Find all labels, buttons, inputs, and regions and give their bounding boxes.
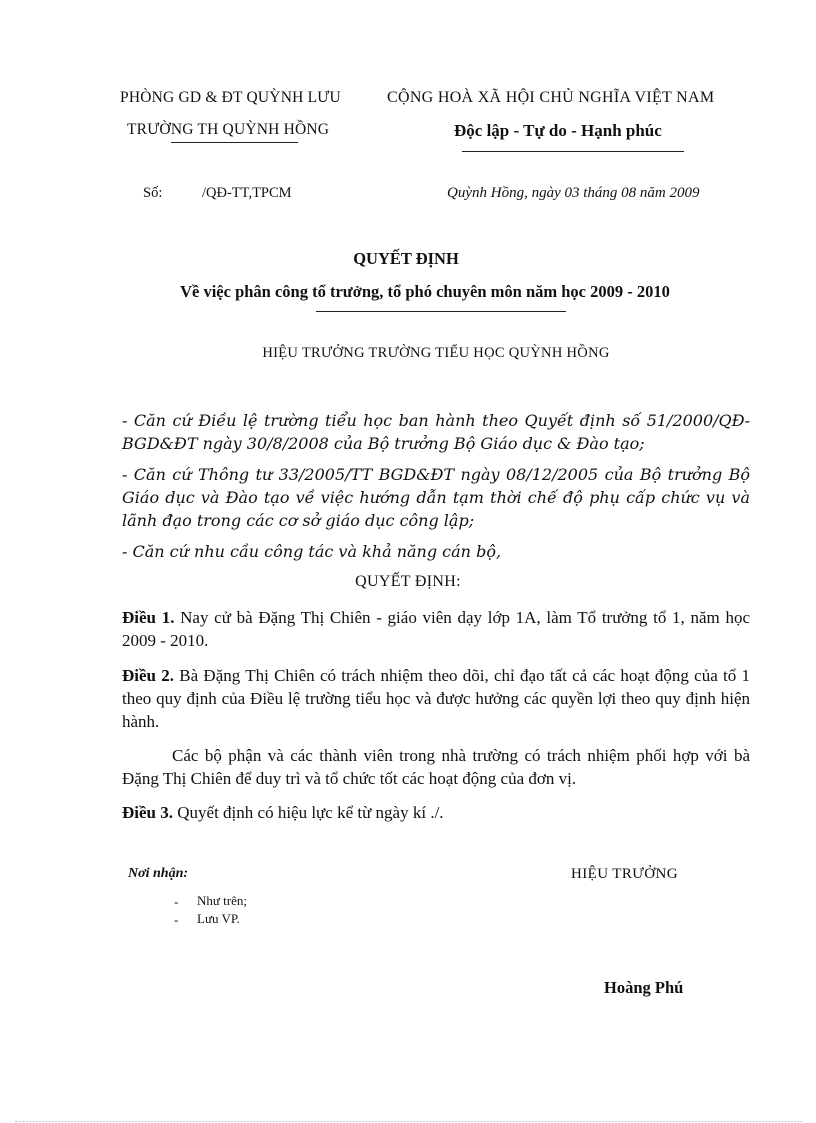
- motto-underline: [462, 151, 684, 152]
- school-name: TRƯỜNG TH QUỲNH HỒNG: [127, 121, 330, 138]
- issuing-authority: HIỆU TRƯỞNG TRƯỜNG TIỂU HỌC QUỲNH HỒNG: [262, 345, 610, 361]
- department-name: PHÒNG GD & ĐT QUỲNH LƯU: [120, 89, 341, 106]
- school-underline: [171, 142, 298, 143]
- place-date: Quỳnh Hồng, ngày 03 tháng 08 năm 2009: [447, 185, 700, 201]
- recipient-item: Lưu VP.: [197, 911, 240, 926]
- document-number-label: Số:: [143, 185, 163, 201]
- document-subject: Về việc phân công tổ trưởng, tổ phó chuyên môn năm học 2009 - 2010: [180, 282, 670, 301]
- article-2-paragraph: [122, 744, 750, 790]
- article-2-text: Bà Đặng Thị Chiên có trách nhiệm theo dõi, chỉ đạo tất cả các hoạt động của tổ 1 theo quy định của Điều lệ trường tiểu học và được hưởng các quyền lợi theo quy định hiện hành.: [122, 666, 751, 731]
- recipient-item: Như trên;: [197, 893, 248, 908]
- nation-name: CỘNG HOÀ XÃ HỘI CHỦ NGHĨA VIỆT NAM: [387, 89, 715, 106]
- article-1-text: Nay cử bà Đặng Thị Chiên - giáo viên dạy lớp 1A, làm Tổ trưởng tổ 1, năm học 2009 - 2010.: [122, 608, 750, 650]
- document-number: /QĐ-TT,TPCM: [202, 185, 292, 201]
- article-2-paragraph-text: Các bộ phận và các thành viên trong nhà trường có trách nhiệm phối hợp với bà Đặng Thị Chiên để duy trì và tổ chức tốt các hoạt động của đơn vị.: [122, 746, 750, 788]
- subject-underline: [316, 311, 566, 312]
- article-3-label: Điều 3.: [122, 803, 173, 822]
- recipients-title: Nơi nhận:: [128, 866, 189, 881]
- article-2: [122, 664, 750, 733]
- signature-title: HIỆU TRƯỞNG: [571, 866, 679, 882]
- legal-basis-2: - Căn cứ Thông tư 33/2005/TT BGD&ĐT ngày 08/12/2005 của Bộ trưởng Bộ Giáo dục và Đào tạo về việc hướng dẫn tạm thời chế độ phụ cấp chức vụ và lãnh đạo trong các cơ sở giáo dục công lập;: [122, 465, 750, 530]
- article-1: [122, 606, 750, 652]
- legal-basis-1: - Căn cứ Điều lệ trường tiểu học ban hành theo Quyết định số 51/2000/QĐ-BGD&ĐT ngày 30/8/2008 của Bộ trưởng Bộ Giáo dục & Đào tạo;: [122, 411, 750, 453]
- article-3: [122, 801, 750, 824]
- signer-name: Hoàng Phú: [604, 978, 684, 997]
- page-footer-divider: [15, 1121, 802, 1122]
- decision-heading: QUYẾT ĐỊNH:: [355, 573, 461, 590]
- article-3-text: Quyết định có hiệu lực kể từ ngày kí ./.: [173, 803, 444, 822]
- recipient-bullet: -: [174, 912, 179, 927]
- article-2-label: Điều 2.: [122, 666, 175, 685]
- legal-basis-3: - Căn cứ nhu cầu công tác và khả năng cán bộ,: [122, 542, 502, 561]
- recipient-bullet: -: [174, 894, 179, 909]
- national-motto: Độc lập - Tự do - Hạnh phúc: [454, 121, 662, 140]
- document-title: QUYẾT ĐỊNH: [353, 249, 459, 268]
- article-1-label: Điều 1.: [122, 608, 175, 627]
